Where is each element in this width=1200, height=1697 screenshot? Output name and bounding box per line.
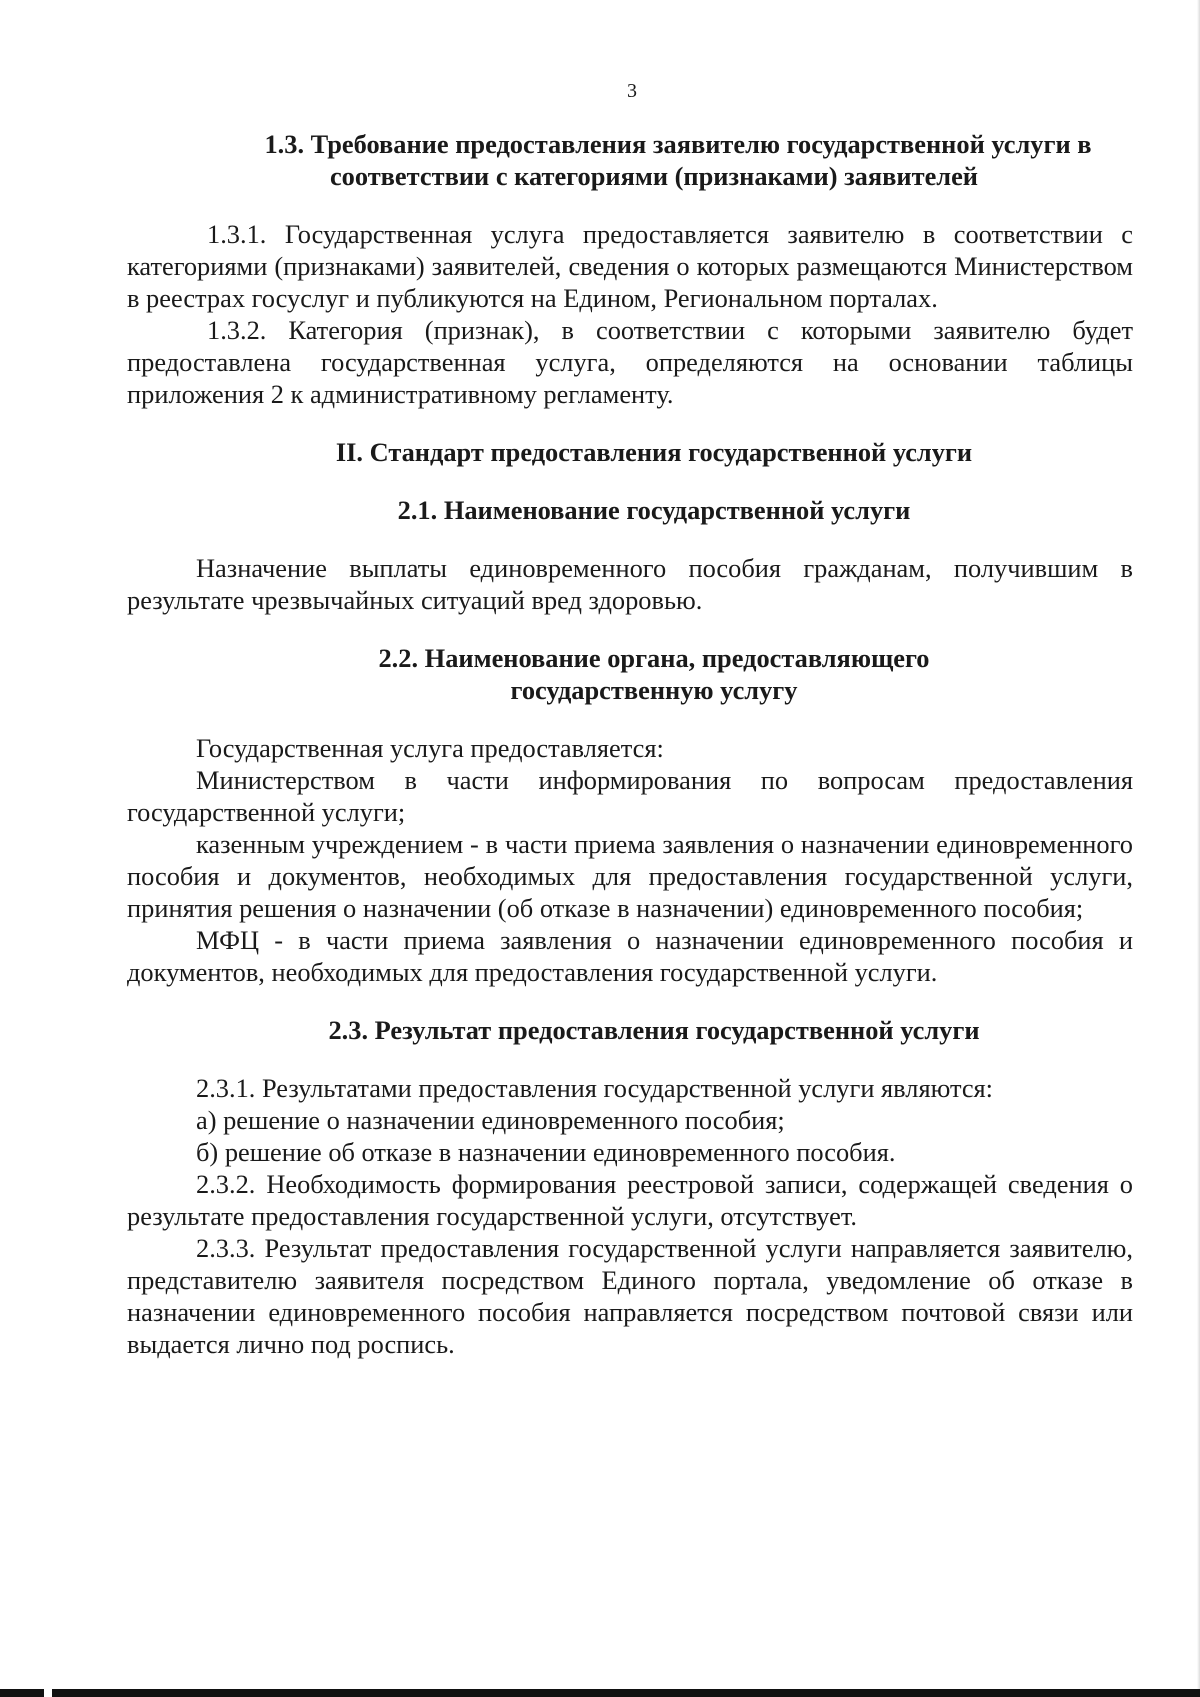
section-1-3-title-line2: соответствии с категориями (признаками) заявителей [329,161,979,191]
section-2-3-title: 2.3. Результат предоставления государственной услуги [328,1015,980,1045]
section-1-3 [127,128,1133,410]
section-2-1-title: 2.1. Наименование государственной услуги [397,495,911,525]
paragraph-2-3-3: 2.3.3. Результат предоставления государственной услуги направляется заявителю, представителю заявителя посредством Единого портала, уведомление об отказе в назначении единовременного пособия направляется посредством почтовой связи или выдается лично под роспись. [127,1233,1133,1359]
scan-edge-bottom [0,1689,1200,1697]
document-body [127,128,1133,1360]
spacer [127,192,1133,218]
paragraph-1-3-2: 1.3.2. Категория (признак), в соответствии с которыми заявителю будет предоставлена государственная услуга, определяются на основании таблицы приложения 2 к административному регламенту. [127,315,1133,409]
page-number: 3 [627,80,637,102]
paragraph-2-1: Назначение выплаты единовременного пособия гражданам, получившим в результате чрезвычайных ситуаций вред здоровью. [127,553,1133,615]
paragraph-2-3-1-b: б) решение об отказе в назначении единовременного пособия. [196,1137,896,1167]
paragraph-2-3-1: 2.3.1. Результатами предоставления государственной услуги являются: [196,1073,994,1103]
scan-edge-gap [44,1689,52,1697]
section-1-3-title-line1: 1.3. Требование предоставления заявителю государственной услуги в [264,129,1092,159]
spacer [127,988,1133,1014]
spacer [127,468,1133,494]
paragraph-1-3-1: 1.3.1. Государственная услуга предоставляется заявителю в соответствии с категориями (признаками) заявителей, сведения о которых размещаются Министерством в реестрах госуслуг и публикуются на Едином, Региональном порталах. [127,219,1133,313]
section-2-2-title-line1: 2.2. Наименование органа, предоставляющего [378,643,930,673]
spacer [127,1046,1133,1072]
section-2-title: II. Стандарт предоставления государственной услуги [335,437,973,467]
section-2-2-title-line2: государственную услугу [510,675,798,705]
spacer [127,616,1133,642]
spacer [127,526,1133,552]
paragraph-2-2-mfc: МФЦ - в части приема заявления о назначении единовременного пособия и документов, необходимых для предоставления государственной услуги. [127,925,1133,987]
spacer [127,706,1133,732]
paragraph-2-2-intro: Государственная услуга предоставляется: [196,733,664,763]
section-2-1 [127,494,1133,616]
spacer [127,410,1133,436]
section-2-3 [127,1014,1133,1360]
section-2-2 [127,642,1133,988]
paragraph-2-2-institution: казенным учреждением - в части приема заявления о назначении единовременного пособия и документов, необходимых для предоставления государственной услуги, принятия решения о назначении (об отказе в назначении) единовременного пособия; [127,829,1133,923]
paragraph-2-3-1-a: а) решение о назначении единовременного пособия; [196,1105,785,1135]
paragraph-2-2-ministry: Министерством в части информирования по вопросам предоставления государственной услуги; [127,765,1133,827]
paragraph-2-3-2: 2.3.2. Необходимость формирования реестровой записи, содержащей сведения о результате предоставления государственной услуги, отсутствует. [127,1169,1133,1231]
